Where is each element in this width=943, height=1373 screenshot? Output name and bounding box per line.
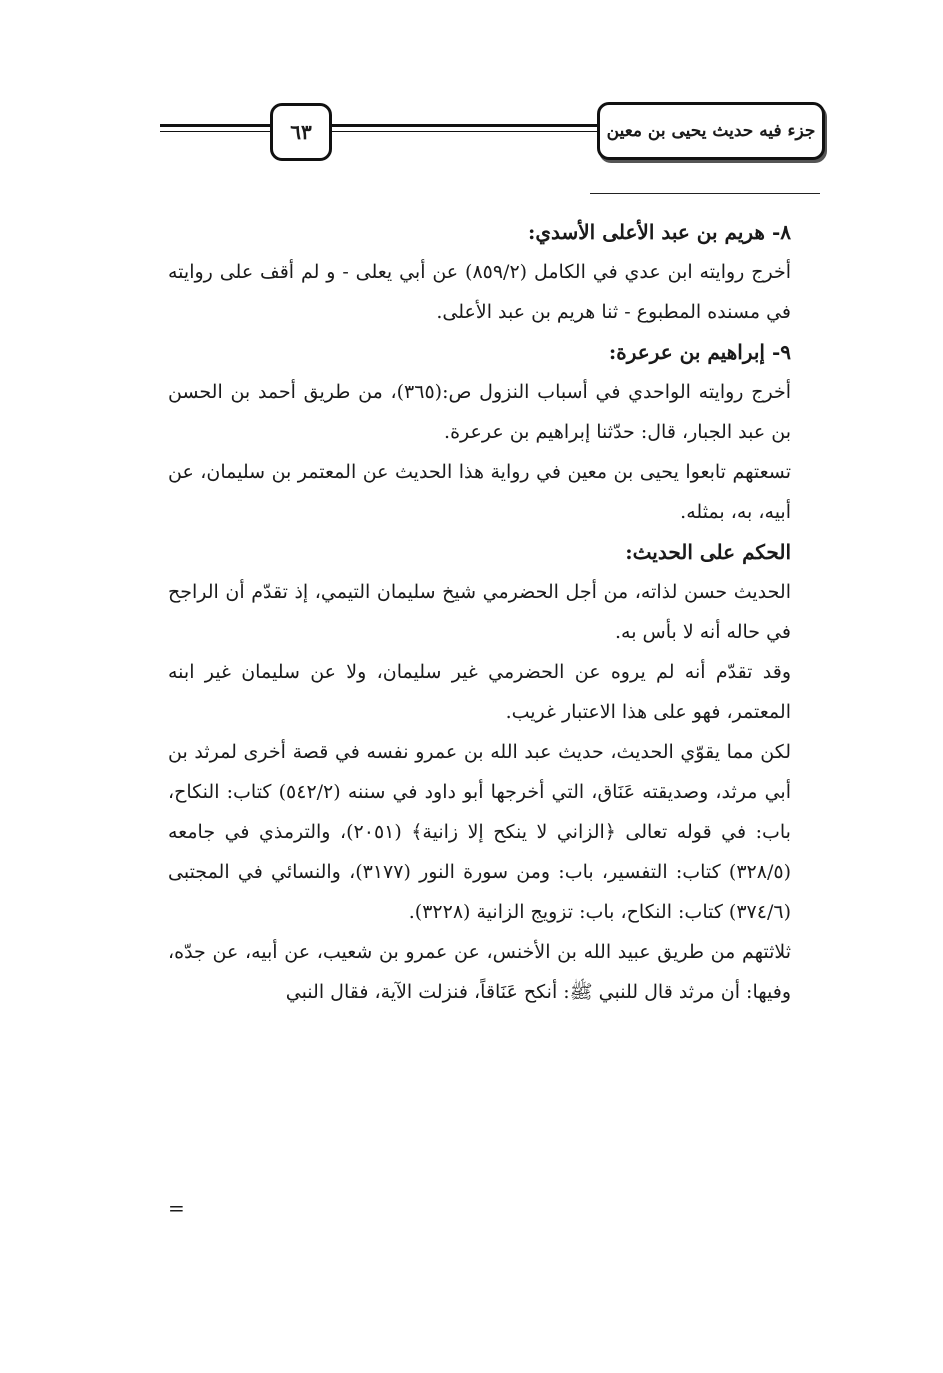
- paragraph-support: لكن مما يقوّي الحديث، حديث عبد الله بن عمرو نفسه في قصة أخرى لمرثد بن أبي مرثد، وصديقته عَنَاق، التي أخرجها أبو داود في سننه (٥٤٢/٢) كتاب: النكاح، باب: في قوله تعالى ﴿الزاني لا ينكح إلا زانية﴾ (٢٠٥١)، والترمذي في جامعه (٣٢٨/٥) كتاب: التفسير، باب: ومن سورة النور (٣١٧٧)، والنسائي في المجتبى (٣٧٤/٦) كتاب: النكاح، باب: تزويج الزانية (٣٢٢٨).: [168, 741, 792, 923]
- heading-narrator-9: ٩- إبراهيم بن عرعرة:: [608, 340, 791, 364]
- page-number: ٦٣: [270, 103, 332, 161]
- paragraph-narrator-9: أخرج روايته الواحدي في أسباب النزول ص:(٣٦٥)، من طريق أحمد بن الحسن بن عبد الجبار، قال: حدّثنا إبراهيم بن عرعرة.: [168, 381, 791, 443]
- page-body: [168, 212, 791, 1012]
- heading-narrator-8: ٨- هريم بن عبد الأعلى الأسدي:: [527, 220, 791, 244]
- heading-ruling: الحكم على الحديث:: [625, 540, 791, 564]
- section-divider: [590, 193, 820, 194]
- paragraph-ruling-1: الحديث حسن لذاته، من أجل الحضرمي شيخ سليمان التيمي، إذ تقدّم أن الراجح في حاله أنه لا بأس به.: [168, 581, 791, 643]
- running-title: جزء فيه حديث يحيى بن معين: [597, 102, 825, 160]
- paragraph-last: ثلاثتهم من طريق عبيد الله بن الأخنس، عن عمرو بن شعيب، عن أبيه، عن جدّه، وفيها: أن مرثد قال للنبي ﷺ: أنكح عَنَاقاً، فنزلت الآية، فقال النبي: [168, 941, 791, 1003]
- continuation-mark: =: [168, 1196, 185, 1220]
- paragraph-summary: تسعتهم تابعوا يحيى بن معين في رواية هذا الحديث عن المعتمر بن سليمان، عن أبيه، به، بمثله.: [168, 461, 791, 523]
- paragraph-ruling-2: وقد تقدّم أنه لم يروه عن الحضرمي غير سليمان، ولا عن سليمان غير ابنه المعتمر، فهو على هذا الاعتبار غريب.: [168, 661, 791, 723]
- paragraph-narrator-8: أخرج روايته ابن عدي في الكامل (٨٥٩/٢) عن أبي يعلى - و لم أقف على روايته في مسنده المطبوع - ثنا هريم بن عبد الأعلى.: [168, 261, 791, 323]
